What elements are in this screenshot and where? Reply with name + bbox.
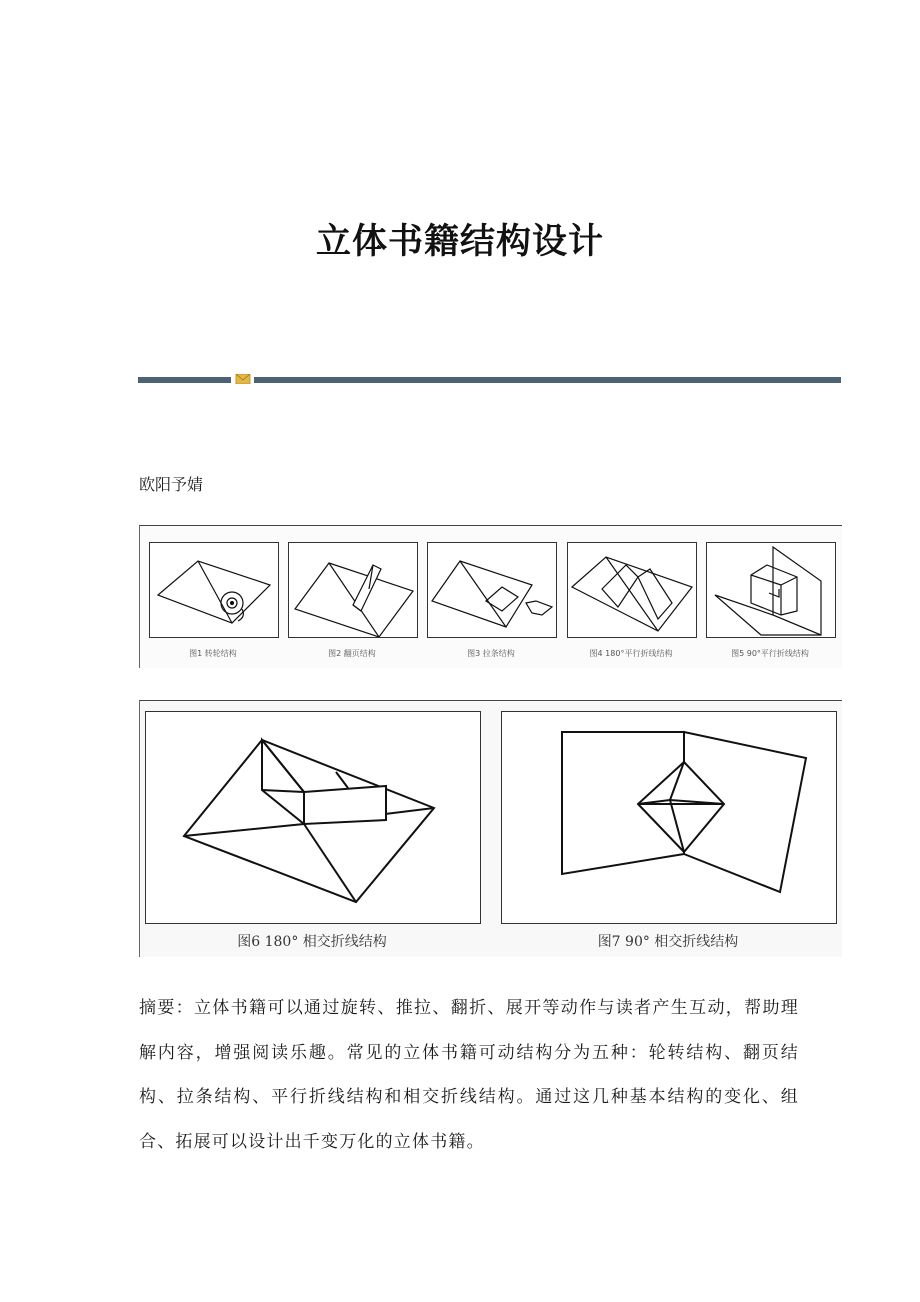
figure-caption: 图5 90°平行折线结构 xyxy=(731,649,809,658)
figure-caption: 图6 180° 相交折线结构 xyxy=(237,934,387,950)
figure-caption: 图2 翻页结构 xyxy=(328,649,376,658)
figure-caption: 图7 90° 相交折线结构 xyxy=(597,934,739,950)
figure-caption: 图4 180°平行折线结构 xyxy=(589,649,673,658)
structure-figures-row xyxy=(139,525,842,668)
figure-parallel-fold-180 xyxy=(567,542,697,638)
figure-intersecting-fold-180 xyxy=(145,711,481,924)
figure-caption: 图1 转轮结构 xyxy=(189,649,237,658)
document-title: 立体书籍结构设计 xyxy=(315,221,604,262)
title-divider xyxy=(138,374,841,384)
figure-pull-tab xyxy=(427,542,557,638)
figure-caption: 图3 拉条结构 xyxy=(467,649,515,658)
figure-flip-page xyxy=(288,542,418,638)
intersecting-fold-figures xyxy=(139,700,842,957)
author-name: 欧阳予婧 xyxy=(139,475,204,494)
envelope-icon xyxy=(236,374,250,384)
figure-rotating-wheel xyxy=(149,542,279,638)
abstract-paragraph: 摘要：立体书籍可以通过旋转、推拉、翻折、展开等动作与读者产生互动，帮助理解内容，增强阅读乐趣。常见的立体书籍可动结构分为五种：轮转结构、翻页结构、拉条结构、平行折线结构和相交折线结构。通过这几种基本结构的变化、组合、拓展可以设计出千变万化的立体书籍。 xyxy=(139,998,799,1152)
figure-intersecting-fold-90 xyxy=(501,711,837,924)
figure-parallel-fold-90 xyxy=(706,542,836,638)
